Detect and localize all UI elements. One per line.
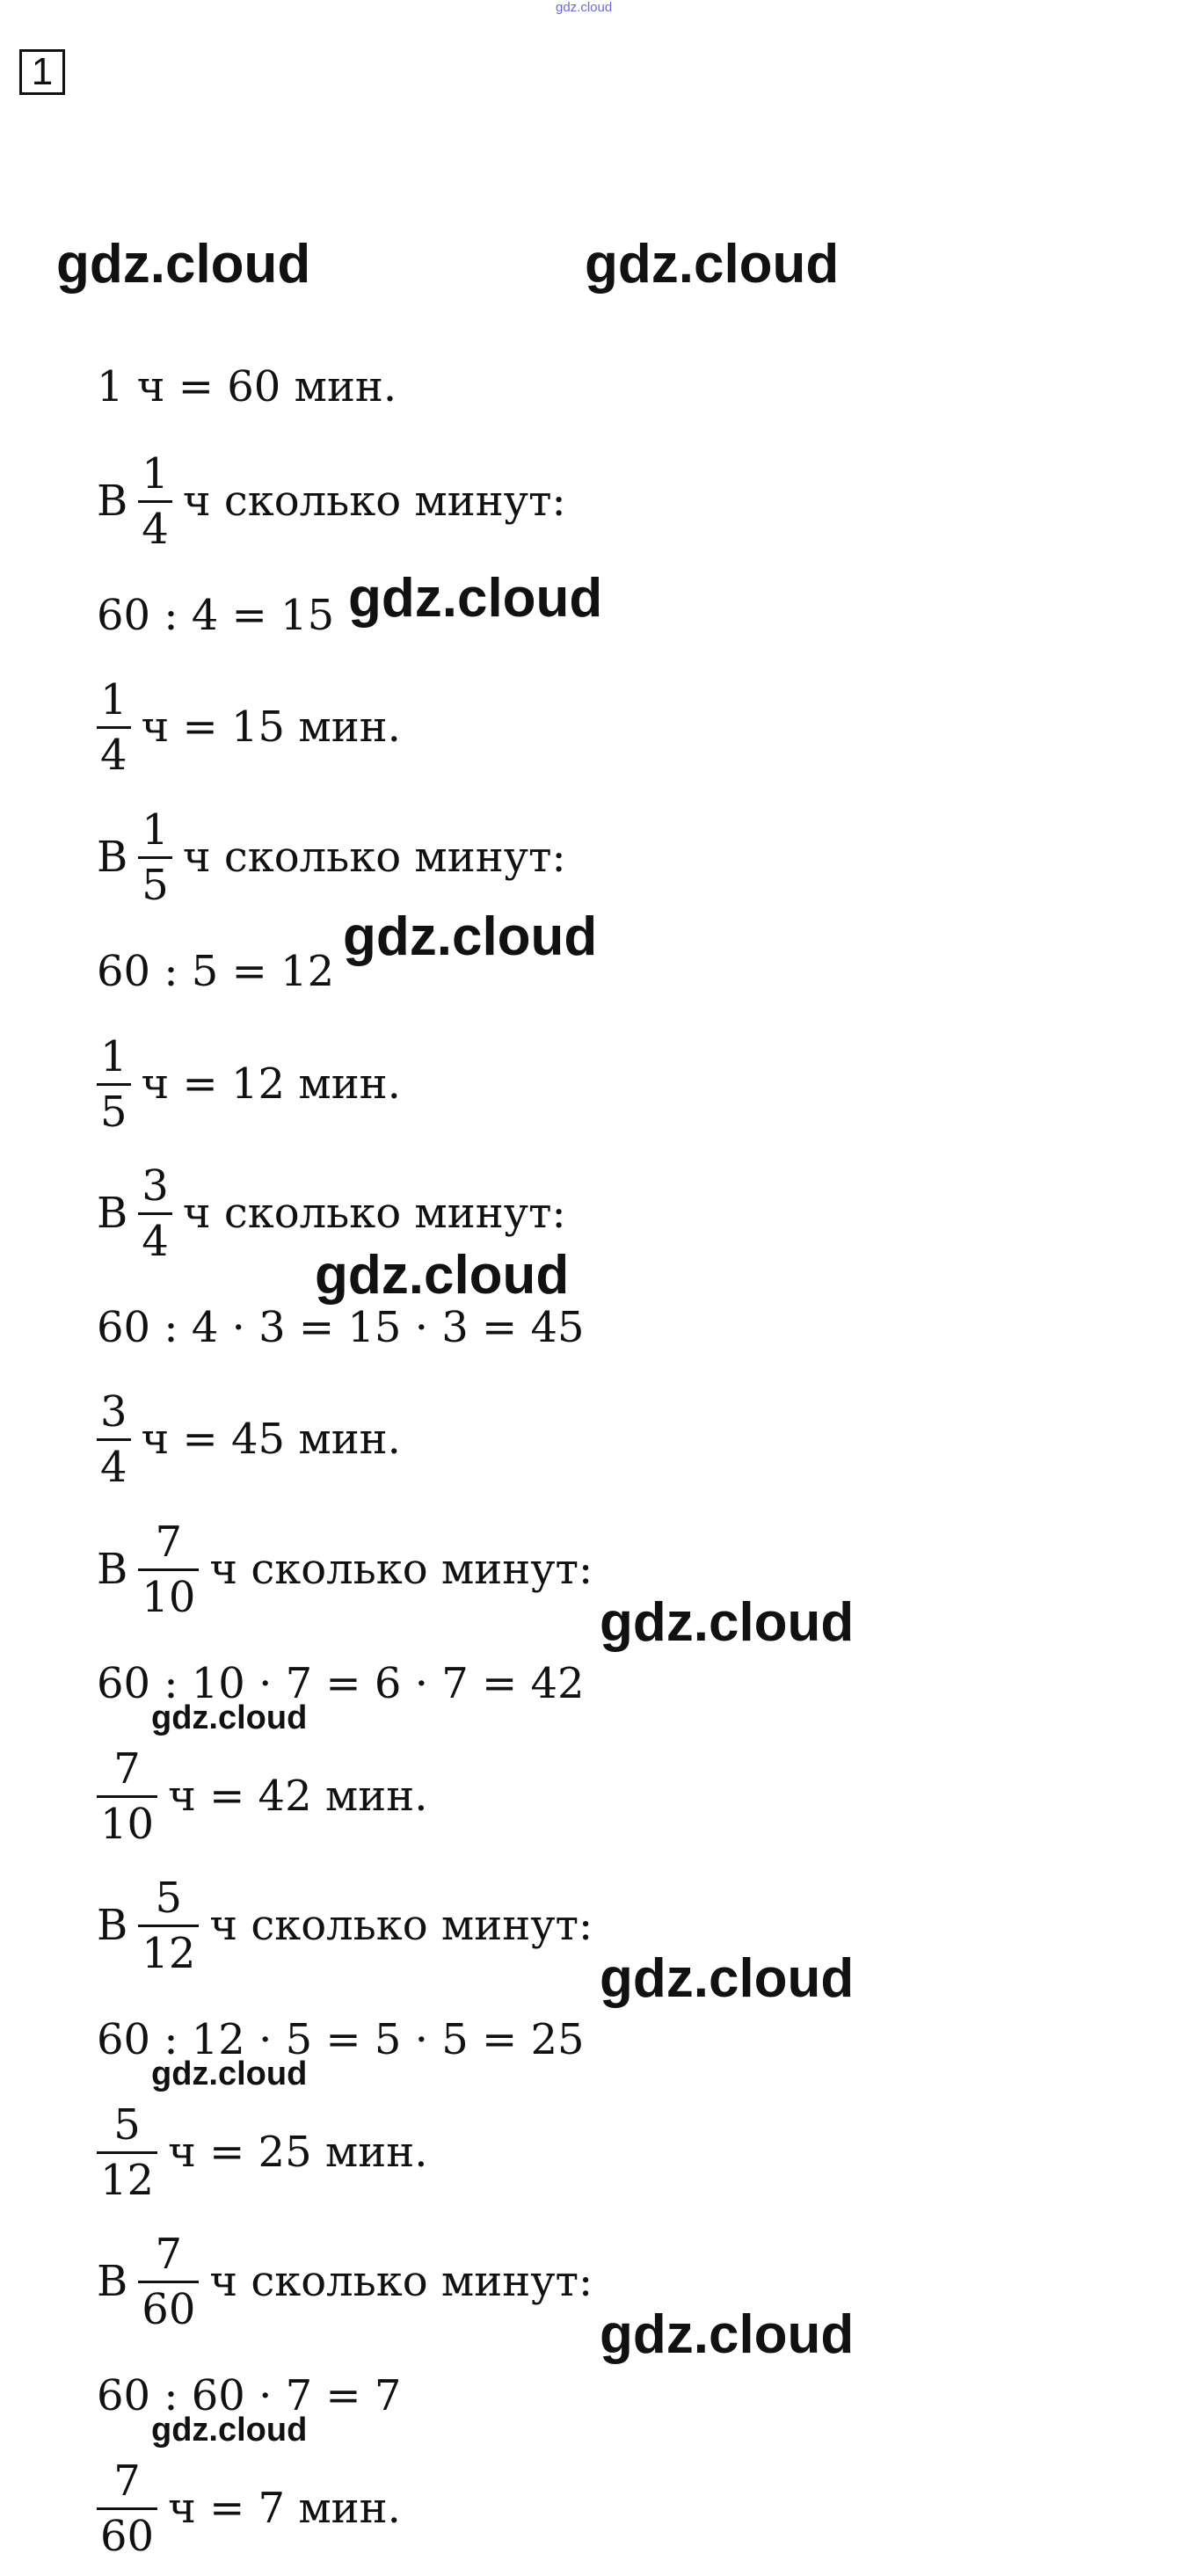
calculation-line — [97, 941, 334, 1002]
answer-line — [97, 2451, 401, 2565]
calculation-line — [97, 585, 334, 646]
fraction — [138, 1875, 199, 1976]
fraction — [97, 2458, 157, 2559]
line-text: 1 ч = 60 мин. — [97, 362, 397, 411]
fraction-denominator: 4 — [138, 1212, 172, 1264]
line-text: 60 : 4 = 15 — [97, 591, 335, 640]
answer-line — [97, 1027, 401, 1141]
question-line — [97, 1868, 593, 1983]
question-line — [97, 1512, 593, 1626]
fraction-numerator: 5 — [113, 2099, 141, 2150]
line-text: 60 : 10 · 7 = 6 · 7 = 42 — [97, 1659, 585, 1708]
question-line — [97, 2224, 593, 2339]
line-text: 60 : 12 · 5 = 5 · 5 = 25 — [97, 2015, 585, 2064]
watermark: gdz.cloud — [151, 1699, 308, 1736]
question-line — [97, 444, 566, 558]
line-suffix: ч сколько минут: — [209, 1545, 593, 1594]
fraction — [138, 1519, 199, 1620]
fraction-numerator: 7 — [113, 1743, 141, 1794]
fraction-denominator: 5 — [97, 1083, 131, 1135]
fraction-denominator: 60 — [97, 2507, 157, 2559]
fraction-denominator: 60 — [138, 2281, 199, 2332]
line-prefix: В — [97, 1545, 128, 1594]
watermark: gdz.cloud — [151, 2056, 308, 2092]
watermark: gdz.cloud — [585, 234, 840, 295]
line-suffix: ч сколько минут: — [182, 833, 566, 882]
fraction — [138, 804, 172, 910]
fraction — [138, 2231, 199, 2332]
fraction-denominator: 5 — [138, 856, 172, 908]
answer-line — [97, 670, 401, 784]
fraction — [97, 674, 131, 780]
line-hour-equals-minutes — [97, 356, 397, 418]
fraction-numerator: 7 — [113, 2456, 141, 2506]
fraction — [97, 2099, 157, 2205]
fraction-numerator: 1 — [142, 804, 169, 855]
watermark: gdz.cloud — [600, 1592, 855, 1653]
calculation-line — [97, 1297, 585, 1358]
line-suffix: ч сколько минут: — [182, 1189, 566, 1238]
line-text: 60 : 4 · 3 = 15 · 3 = 45 — [97, 1303, 585, 1352]
answer-line — [97, 2095, 427, 2209]
line-suffix: ч = 42 мин. — [168, 1772, 428, 1821]
fraction-numerator: 7 — [155, 2229, 183, 2279]
line-suffix: ч = 7 мин. — [168, 2484, 401, 2533]
watermark: gdz.cloud — [348, 568, 603, 629]
line-prefix: В — [97, 2257, 128, 2306]
line-suffix: ч сколько минут: — [182, 477, 566, 526]
fraction-numerator: 7 — [155, 1517, 183, 1567]
fraction-denominator: 4 — [138, 500, 172, 552]
answer-line — [97, 1382, 401, 1496]
watermark: gdz.cloud — [343, 906, 598, 967]
fraction-denominator: 4 — [97, 726, 131, 778]
answer-line — [97, 1739, 427, 1853]
watermark: gdz.cloud — [600, 1948, 855, 2009]
line-prefix: В — [97, 1189, 128, 1238]
fraction-denominator: 10 — [97, 1795, 157, 1847]
line-prefix: В — [97, 1901, 128, 1950]
line-suffix: ч = 15 мин. — [141, 702, 401, 752]
fraction-numerator: 5 — [155, 1873, 183, 1923]
line-suffix: ч = 45 мин. — [141, 1415, 401, 1464]
line-text: 60 : 60 · 7 = 7 — [97, 2371, 402, 2420]
fraction-denominator: 4 — [97, 1438, 131, 1490]
fraction — [97, 1386, 131, 1492]
line-suffix: ч сколько минут: — [209, 2257, 593, 2306]
fraction — [97, 1743, 157, 1849]
fraction-denominator: 12 — [97, 2151, 157, 2203]
fraction-denominator: 12 — [138, 1925, 199, 1976]
task-number-box: 1 — [19, 49, 65, 95]
fraction-numerator: 1 — [142, 448, 169, 498]
watermark: gdz.cloud — [600, 2304, 855, 2365]
fraction — [97, 1031, 131, 1137]
fraction-numerator: 1 — [100, 674, 127, 724]
line-suffix: ч = 25 мин. — [168, 2128, 428, 2177]
line-prefix: В — [97, 833, 128, 882]
fraction — [138, 1163, 172, 1264]
watermark: gdz.cloud — [151, 2412, 308, 2449]
fraction-numerator: 3 — [100, 1386, 127, 1437]
line-suffix: ч = 12 мин. — [141, 1059, 401, 1109]
fraction-numerator: 1 — [100, 1031, 127, 1081]
fraction-denominator: 10 — [138, 1568, 199, 1620]
watermark: gdz.cloud — [56, 234, 311, 295]
top-watermark: gdz.cloud — [556, 0, 613, 15]
line-text: 60 : 5 = 12 — [97, 947, 335, 996]
fraction — [138, 448, 172, 554]
watermark: gdz.cloud — [315, 1245, 570, 1306]
line-suffix: ч сколько минут: — [209, 1901, 593, 1950]
fraction-numerator: 3 — [142, 1161, 169, 1211]
question-line — [97, 800, 566, 914]
line-prefix: В — [97, 477, 128, 526]
